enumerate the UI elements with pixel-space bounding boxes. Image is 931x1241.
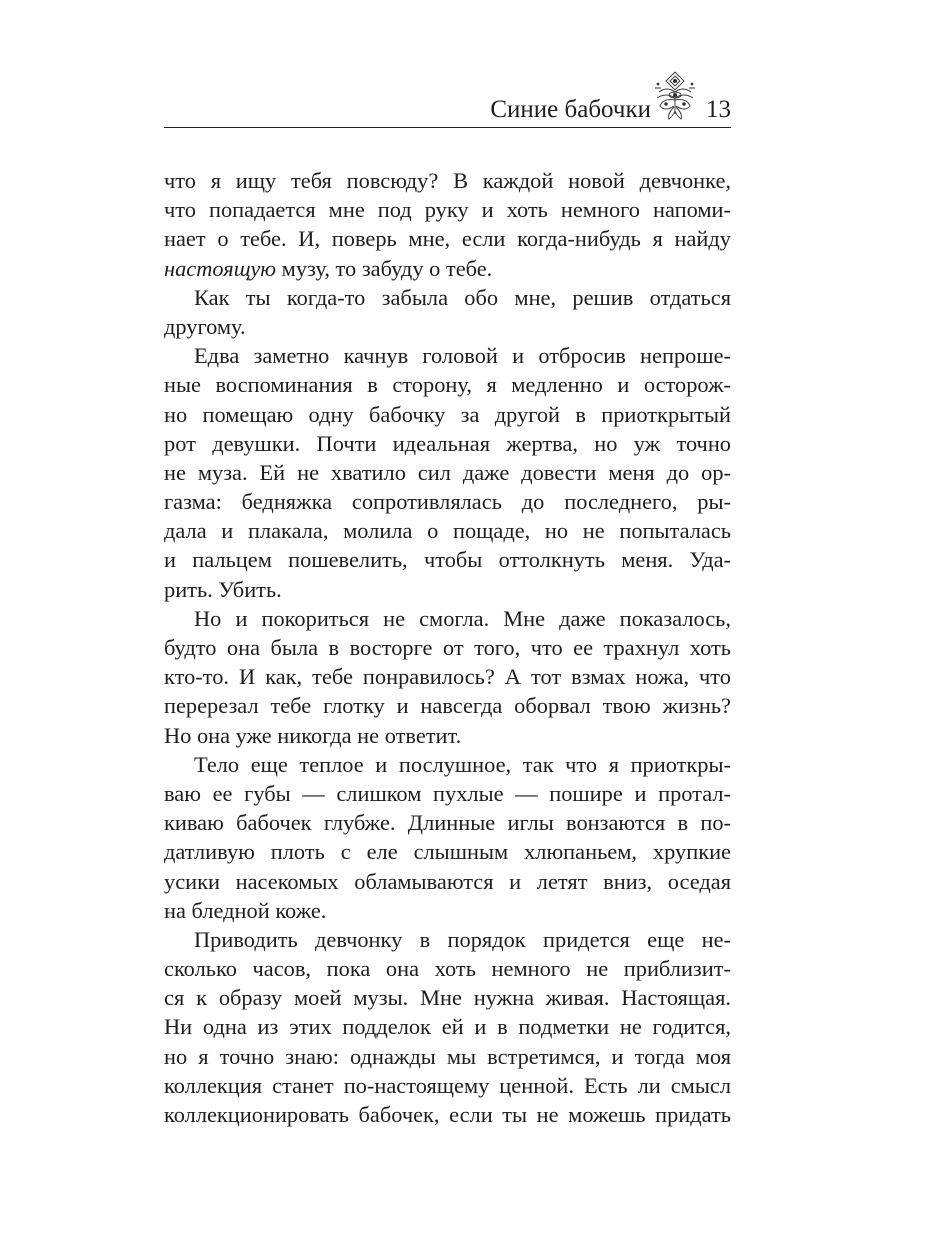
paragraph	[164, 604, 731, 750]
running-header-title: Синие бабочки	[490, 96, 651, 123]
text-body	[164, 166, 731, 1129]
text-line: кто-то. И как, тебе понравилось? А тот взмах ножа, что	[164, 664, 731, 690]
moth-icon	[653, 70, 697, 122]
running-header	[164, 70, 731, 128]
text-line: будто она была в восторге от того, что ее трахнул хоть	[164, 635, 731, 660]
text-line: усики насекомых обламываются и летят вниз, оседая	[164, 868, 731, 894]
text-line: Тело еще теплое и послушное, так что я приоткры-	[194, 751, 731, 777]
text-line: Но и покориться не смогла. Мне даже показалось,	[194, 605, 731, 631]
text-line: что попадается мне под руку и хоть немного напоми-	[164, 197, 731, 223]
paragraph	[164, 925, 731, 1129]
text-line: Ни одна из этих подделок ей и в подметки не годится,	[164, 1014, 731, 1040]
text-line: ные воспоминания в сторону, я медленно и осторож-	[164, 372, 731, 398]
paragraph	[164, 166, 731, 283]
text-line: перерезал тебе глотку и навсегда оборвал твою жизнь?	[164, 693, 731, 719]
paragraph	[164, 283, 731, 341]
text-line	[164, 254, 731, 283]
text-line: но я точно знаю: однажды мы встретимся, и тогда моя	[164, 1043, 731, 1069]
text-line: на бледной коже.	[164, 897, 327, 923]
italic-word: настоящую	[164, 255, 277, 281]
text-line: Едва заметно качнув головой и отбросив непроше-	[194, 343, 731, 369]
text-line: Но она уже никогда не ответит.	[164, 722, 462, 748]
text-line: не муза. Ей не хватило сил даже довести меня до ор-	[164, 459, 731, 485]
text-line: Приводить девчонку в порядок придется еще не-	[194, 926, 731, 952]
text-line: коллекционировать бабочек, если ты не можешь придать	[164, 1102, 731, 1127]
text-line: что я ищу тебя повсюду? В каждой новой девчонке,	[164, 168, 731, 193]
text-line: киваю бабочек глубже. Длинные иглы вонзаются в по-	[164, 810, 731, 836]
text-fragment: музу, то забуду о тебе.	[276, 255, 493, 281]
text-line: коллекция станет по-настоящему ценной. Есть ли смысл	[164, 1072, 731, 1098]
text-line: сколько часов, пока она хоть немного не приблизит-	[164, 956, 731, 982]
paragraph	[164, 750, 731, 925]
text-line: ся к образу моей музы. Мне нужна живая. Настоящая.	[164, 985, 731, 1011]
text-line: нает о тебе. И, поверь мне, если когда-нибудь я найду	[164, 226, 731, 252]
text-line: рить. Убить.	[164, 576, 282, 602]
text-line: рот девушки. Почти идеальная жертва, но уж точно	[164, 430, 731, 456]
paragraph	[164, 341, 731, 604]
text-line: дала и плакала, молила о пощаде, но не попыталась	[164, 518, 731, 544]
text-line: датливую плоть с еле слышным хлюпаньем, хрупкие	[164, 839, 731, 865]
text-line: другому.	[164, 313, 246, 339]
page-number: 13	[706, 96, 731, 123]
header-rule	[164, 127, 731, 128]
text-line: и пальцем пошевелить, чтобы оттолкнуть меня. Уда-	[164, 547, 731, 573]
text-line: газма: бедняжка сопротивлялась до последнего, ры-	[164, 489, 731, 515]
text-line: но помещаю одну бабочку за другой в приоткрытый	[164, 401, 731, 427]
text-line: ваю ее губы — слишком пухлые — пошире и протал-	[164, 780, 731, 806]
text-line: Как ты когда-то забыла обо мне, решив отдаться	[194, 284, 731, 310]
